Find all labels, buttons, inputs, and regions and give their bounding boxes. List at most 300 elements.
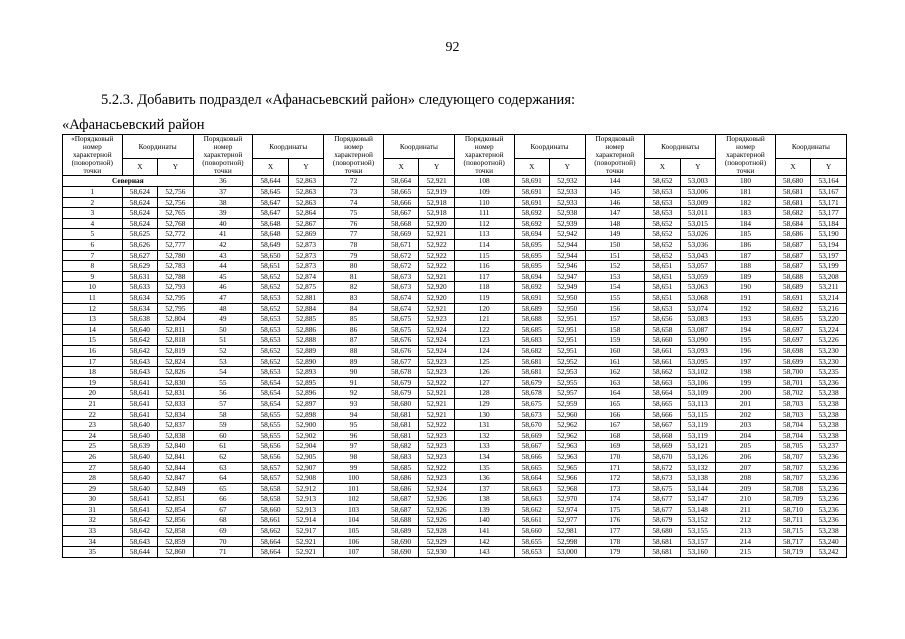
table-cell: 102 — [324, 494, 384, 505]
table-cell: 160 — [585, 345, 645, 356]
table-cell: 190 — [716, 282, 776, 293]
table-cell: 52,922 — [419, 240, 455, 251]
table-cell: 52,772 — [158, 229, 194, 240]
table-cell: 51 — [193, 335, 253, 346]
table-cell: 58,654 — [253, 377, 289, 388]
table-cell: 58,688 — [514, 314, 550, 325]
table-cell: 58,707 — [775, 462, 811, 473]
table-cell: 58,660 — [253, 504, 289, 515]
table-cell: 59 — [193, 420, 253, 431]
table-cell: 52,765 — [158, 208, 194, 219]
table-cell: 58,671 — [383, 240, 419, 251]
table-cell: 58,689 — [514, 303, 550, 314]
table-cell: 58,653 — [645, 187, 681, 198]
table-cell: 58,658 — [645, 324, 681, 335]
table-cell: 58,665 — [383, 187, 419, 198]
table-cell: 52,933 — [550, 197, 586, 208]
table-cell: 52,974 — [550, 504, 586, 515]
table-cell: 52,951 — [550, 314, 586, 325]
table-cell: 58,642 — [122, 335, 158, 346]
table-cell: 58,662 — [514, 504, 550, 515]
table-cell: 214 — [716, 536, 776, 547]
table-cell: 213 — [716, 526, 776, 537]
table-row — [63, 271, 847, 282]
table-cell: 128 — [454, 388, 514, 399]
table-cell: 58,666 — [383, 197, 419, 208]
table-cell: 52,950 — [550, 303, 586, 314]
table-cell: 126 — [454, 367, 514, 378]
table-cell: 58,682 — [514, 345, 550, 356]
table-cell: 52,902 — [288, 430, 324, 441]
table-row — [63, 420, 847, 431]
table-cell: 40 — [193, 218, 253, 229]
table-cell: 139 — [454, 504, 514, 515]
table-cell: 53,208 — [811, 271, 847, 282]
table-cell: 58,624 — [122, 187, 158, 198]
table-cell: 58,675 — [383, 314, 419, 325]
table-cell: 35 — [63, 547, 123, 558]
table-cell: 58,707 — [775, 473, 811, 484]
table-cell: 10 — [63, 282, 123, 293]
table-cell: 58,652 — [253, 303, 289, 314]
table-row — [63, 504, 847, 515]
table-cell: 48 — [193, 303, 253, 314]
table-cell: 52,777 — [158, 240, 194, 251]
table-cell: 58,662 — [253, 526, 289, 537]
table-cell: 52,926 — [419, 504, 455, 515]
table-cell: 53,190 — [811, 229, 847, 240]
table-cell: 118 — [454, 282, 514, 293]
table-cell: 58,679 — [645, 515, 681, 526]
table-row — [63, 208, 847, 219]
table-cell: 58,681 — [383, 409, 419, 420]
table-cell: 52,914 — [288, 515, 324, 526]
table-cell: 58,656 — [645, 314, 681, 325]
table-cell: 58,672 — [383, 250, 419, 261]
table-cell: 58,664 — [645, 388, 681, 399]
table-cell: 52,939 — [550, 218, 586, 229]
table-cell: 120 — [454, 303, 514, 314]
table-cell: 58,677 — [383, 356, 419, 367]
table-cell: 58,642 — [122, 515, 158, 526]
table-cell: 44 — [193, 261, 253, 272]
table-cell: 58,651 — [645, 271, 681, 282]
table-cell: 101 — [324, 483, 384, 494]
table-cell: 53,009 — [680, 197, 716, 208]
table-cell: 52,981 — [550, 526, 586, 537]
table-cell: 100 — [324, 473, 384, 484]
table-cell: 80 — [324, 261, 384, 272]
table-cell: 52,968 — [550, 483, 586, 494]
table-cell: 52,864 — [288, 208, 324, 219]
table-row — [63, 441, 847, 452]
table-cell: 166 — [585, 409, 645, 420]
table-cell: 58,700 — [775, 367, 811, 378]
table-cell: 58,695 — [514, 261, 550, 272]
table-cell: 52,854 — [158, 504, 194, 515]
table-cell: 52,875 — [288, 282, 324, 293]
table-cell: 58,663 — [514, 483, 550, 494]
table-cell: 52,924 — [419, 345, 455, 356]
point-number-header: Порядковый номер характерной (поворотной) точки — [454, 135, 514, 176]
table-cell: 107 — [324, 547, 384, 558]
table-cell: 58,677 — [645, 494, 681, 505]
table-cell: 58,653 — [645, 208, 681, 219]
table-cell: 58,655 — [253, 409, 289, 420]
table-cell: 58,645 — [253, 187, 289, 198]
table-cell: 58,673 — [383, 271, 419, 282]
table-cell: 52,837 — [158, 420, 194, 431]
table-cell: 152 — [585, 261, 645, 272]
table-cell: 53,240 — [811, 536, 847, 547]
table-cell: 53,000 — [550, 547, 586, 558]
table-cell: 58,670 — [514, 420, 550, 431]
table-cell: 206 — [716, 451, 776, 462]
table-cell: 203 — [716, 420, 776, 431]
table-cell: 52,896 — [288, 388, 324, 399]
subsection-title: «Афанасьевский район — [62, 117, 205, 133]
table-cell: 53,242 — [811, 547, 847, 558]
table-cell: 52,881 — [288, 293, 324, 304]
table-cell: 58,689 — [383, 526, 419, 537]
table-cell: 53,003 — [680, 176, 716, 187]
table-cell: 52,933 — [550, 187, 586, 198]
table-cell: 137 — [454, 483, 514, 494]
table-cell: 58,685 — [383, 462, 419, 473]
table-cell: 53,236 — [811, 494, 847, 505]
table-cell: 91 — [324, 377, 384, 388]
table-cell: 52,942 — [550, 229, 586, 240]
table-cell: 58,633 — [122, 282, 158, 293]
table-cell: 159 — [585, 335, 645, 346]
table-cell: 45 — [193, 271, 253, 282]
table-cell: 52,873 — [288, 261, 324, 272]
table-cell: 191 — [716, 293, 776, 304]
table-cell: 115 — [454, 250, 514, 261]
table-cell: 52,923 — [419, 356, 455, 367]
table-cell: 52,921 — [419, 229, 455, 240]
table-cell: 58,666 — [645, 409, 681, 420]
table-cell: 53,238 — [811, 420, 847, 431]
table-cell: 58,640 — [122, 483, 158, 494]
table-cell: 149 — [585, 229, 645, 240]
table-cell: 52,756 — [158, 197, 194, 208]
table-cell: 136 — [454, 473, 514, 484]
table-cell: 123 — [454, 335, 514, 346]
table-cell: 114 — [454, 240, 514, 251]
table-cell: 53,235 — [811, 367, 847, 378]
table-cell: 52,895 — [288, 377, 324, 388]
table-cell: 58,653 — [514, 547, 550, 558]
table-cell: 64 — [193, 473, 253, 484]
table-cell: 58,656 — [253, 441, 289, 452]
table-row — [63, 515, 847, 526]
table-cell: 58,680 — [775, 176, 811, 187]
table-cell: 52,873 — [288, 250, 324, 261]
table-cell: 193 — [716, 314, 776, 325]
table-cell: 109 — [454, 187, 514, 198]
table-cell: 52,804 — [158, 314, 194, 325]
table-cell: 17 — [63, 356, 123, 367]
table-cell: 52,963 — [550, 451, 586, 462]
table-cell: 58,669 — [514, 430, 550, 441]
table-cell: 53,214 — [811, 293, 847, 304]
table-row — [63, 176, 847, 187]
table-cell: 58,667 — [383, 208, 419, 219]
table-cell: 53,184 — [811, 218, 847, 229]
table-cell: 205 — [716, 441, 776, 452]
table-cell: 58,695 — [514, 240, 550, 251]
table-row — [63, 197, 847, 208]
table-cell: 52,780 — [158, 250, 194, 261]
table-cell: 58,638 — [122, 314, 158, 325]
table-cell: 151 — [585, 250, 645, 261]
table-cell: 52,921 — [419, 388, 455, 399]
table-cell: 52,856 — [158, 515, 194, 526]
table-cell: 58,689 — [775, 282, 811, 293]
table-cell: 58 — [193, 409, 253, 420]
table-cell: 185 — [716, 229, 776, 240]
table-cell: 52,918 — [419, 197, 455, 208]
y-header: Y — [811, 159, 847, 176]
table-cell: 58,687 — [775, 261, 811, 272]
table-cell: 52,795 — [158, 293, 194, 304]
table-cell: 130 — [454, 409, 514, 420]
table-cell: 53,226 — [811, 335, 847, 346]
table-cell: 58,694 — [514, 271, 550, 282]
table-cell: 11 — [63, 293, 123, 304]
table-cell: 58,687 — [775, 250, 811, 261]
table-cell: 53,157 — [680, 536, 716, 547]
table-cell: 58,679 — [514, 377, 550, 388]
table-cell: 57 — [193, 398, 253, 409]
table-cell: 12 — [63, 303, 123, 314]
table-cell: 170 — [585, 451, 645, 462]
table-cell: 125 — [454, 356, 514, 367]
table-cell: 138 — [454, 494, 514, 505]
table-cell: 58,640 — [122, 420, 158, 431]
table-cell: 204 — [716, 430, 776, 441]
table-cell: 58,675 — [383, 324, 419, 335]
table-row — [63, 526, 847, 537]
table-cell: 52,938 — [550, 208, 586, 219]
table-cell: 58,643 — [122, 356, 158, 367]
table-cell: 58,688 — [383, 515, 419, 526]
table-cell: 58,663 — [645, 377, 681, 388]
table-cell: 52,859 — [158, 536, 194, 547]
coordinates-header: Координаты — [383, 135, 454, 159]
table-cell: 71 — [193, 547, 253, 558]
table-cell: 215 — [716, 547, 776, 558]
table-cell: 58,642 — [122, 526, 158, 537]
table-cell: 58,709 — [775, 494, 811, 505]
table-cell: 209 — [716, 483, 776, 494]
table-cell: 99 — [324, 462, 384, 473]
table-cell: 58,661 — [514, 515, 550, 526]
table-cell: 34 — [63, 536, 123, 547]
table-cell: 92 — [324, 388, 384, 399]
table-cell: 66 — [193, 494, 253, 505]
table-cell: 58,678 — [514, 388, 550, 399]
table-cell: 90 — [324, 367, 384, 378]
table-cell: 52,912 — [288, 483, 324, 494]
table-cell: 63 — [193, 462, 253, 473]
table-cell: 58,691 — [514, 176, 550, 187]
table-cell: 58,624 — [122, 218, 158, 229]
table-cell: 58,681 — [514, 356, 550, 367]
table-cell: 96 — [324, 430, 384, 441]
table-cell: 58,703 — [775, 409, 811, 420]
table-cell: 55 — [193, 377, 253, 388]
table-cell: 58,667 — [514, 441, 550, 452]
table-cell: 52,833 — [158, 398, 194, 409]
table-cell: 52 — [193, 345, 253, 356]
table-cell: 58,662 — [645, 367, 681, 378]
table-cell: 52,932 — [550, 176, 586, 187]
table-cell: 39 — [193, 208, 253, 219]
table-cell: 52,824 — [158, 356, 194, 367]
table-cell: 21 — [63, 398, 123, 409]
table-cell: 58,697 — [775, 335, 811, 346]
table-cell: 53,015 — [680, 218, 716, 229]
table-cell: 52,929 — [419, 536, 455, 547]
x-header: X — [775, 159, 811, 176]
table-cell: 75 — [324, 208, 384, 219]
table-cell: 53,036 — [680, 240, 716, 251]
table-cell: 52,923 — [419, 473, 455, 484]
point-number-header: Порядковый номер характерной (поворотной) точки — [193, 135, 253, 176]
table-row — [63, 409, 847, 420]
table-cell: 18 — [63, 367, 123, 378]
table-cell: 58,634 — [122, 293, 158, 304]
table-cell: 58,652 — [253, 282, 289, 293]
table-cell: 58,643 — [122, 536, 158, 547]
table-cell: 52,923 — [419, 314, 455, 325]
table-cell: 187 — [716, 250, 776, 261]
table-cell: 52,849 — [158, 483, 194, 494]
table-cell: 53,238 — [811, 388, 847, 399]
table-row — [63, 282, 847, 293]
table-cell: 52,951 — [550, 335, 586, 346]
table-cell: 58,675 — [514, 398, 550, 409]
table-cell: 53,115 — [680, 409, 716, 420]
table-cell: 52,840 — [158, 441, 194, 452]
table-cell: 161 — [585, 356, 645, 367]
table-cell: 52,957 — [550, 388, 586, 399]
table-cell: 197 — [716, 356, 776, 367]
table-cell: 58,668 — [645, 430, 681, 441]
table-cell: 76 — [324, 218, 384, 229]
table-cell: 53,236 — [811, 515, 847, 526]
table-cell: 58,710 — [775, 504, 811, 515]
table-cell: 19 — [63, 377, 123, 388]
table-cell: 58,691 — [514, 187, 550, 198]
table-cell: 58,651 — [645, 261, 681, 272]
table-cell: 58,691 — [775, 293, 811, 304]
table-cell: 208 — [716, 473, 776, 484]
table-cell: 199 — [716, 377, 776, 388]
table-cell: 58,695 — [514, 250, 550, 261]
table-cell: 132 — [454, 430, 514, 441]
table-cell: 58,641 — [122, 504, 158, 515]
table-cell: 58,652 — [645, 176, 681, 187]
table-cell: 52,793 — [158, 282, 194, 293]
table-cell: 58,688 — [775, 271, 811, 282]
table-cell: 146 — [585, 197, 645, 208]
table-cell: 58,681 — [514, 367, 550, 378]
x-header: X — [645, 159, 681, 176]
table-cell: 58,666 — [514, 451, 550, 462]
table-cell: 172 — [585, 473, 645, 484]
table-cell: 58,704 — [775, 420, 811, 431]
table-cell: 58,644 — [122, 547, 158, 558]
table-cell: 58,652 — [253, 345, 289, 356]
x-header: X — [514, 159, 550, 176]
table-cell: 53,224 — [811, 324, 847, 335]
table-cell: 58,640 — [122, 473, 158, 484]
table-cell: 58,640 — [122, 324, 158, 335]
table-cell: 165 — [585, 398, 645, 409]
table-cell: 171 — [585, 462, 645, 473]
table-cell: 163 — [585, 377, 645, 388]
table-cell: 3 — [63, 208, 123, 219]
table-cell: 53,238 — [811, 430, 847, 441]
table-cell: 133 — [454, 441, 514, 452]
table-cell: 52,863 — [288, 176, 324, 187]
table-cell: 201 — [716, 398, 776, 409]
table-cell: 143 — [454, 547, 514, 558]
table-row — [63, 218, 847, 229]
table-cell: 52,863 — [288, 187, 324, 198]
table-cell: 83 — [324, 293, 384, 304]
coordinates-header: Координаты — [775, 135, 846, 159]
table-cell: 58,676 — [383, 345, 419, 356]
table-cell: 113 — [454, 229, 514, 240]
table-cell: 52,962 — [550, 420, 586, 431]
table-cell: 58,626 — [122, 240, 158, 251]
table-cell: 52,884 — [288, 303, 324, 314]
table-cell: 58,658 — [253, 494, 289, 505]
table-cell: 23 — [63, 420, 123, 431]
table-cell: 52,844 — [158, 462, 194, 473]
table-cell: 58,673 — [514, 409, 550, 420]
table-cell: 58,679 — [383, 377, 419, 388]
table-cell: 58,672 — [383, 261, 419, 272]
table-cell: 53,147 — [680, 494, 716, 505]
table-cell: 53,059 — [680, 271, 716, 282]
table-cell: 52,783 — [158, 261, 194, 272]
table-cell: 58,642 — [122, 345, 158, 356]
table-cell: 176 — [585, 515, 645, 526]
table-cell: 52,949 — [550, 282, 586, 293]
table-cell: 42 — [193, 240, 253, 251]
coordinates-header: Координаты — [122, 135, 193, 159]
table-cell: 87 — [324, 335, 384, 346]
table-cell: 122 — [454, 324, 514, 335]
table-cell: 61 — [193, 441, 253, 452]
table-cell: 157 — [585, 314, 645, 325]
table-cell: 58,681 — [383, 420, 419, 431]
table-cell: 200 — [716, 388, 776, 399]
table-cell: 52,920 — [419, 218, 455, 229]
table-cell: 50 — [193, 324, 253, 335]
table-cell: 52,851 — [158, 494, 194, 505]
table-row — [63, 314, 847, 325]
table-cell: 58,677 — [645, 504, 681, 515]
table-cell: 52,923 — [419, 441, 455, 452]
table-cell: 58,664 — [253, 547, 289, 558]
table-row — [63, 240, 847, 251]
